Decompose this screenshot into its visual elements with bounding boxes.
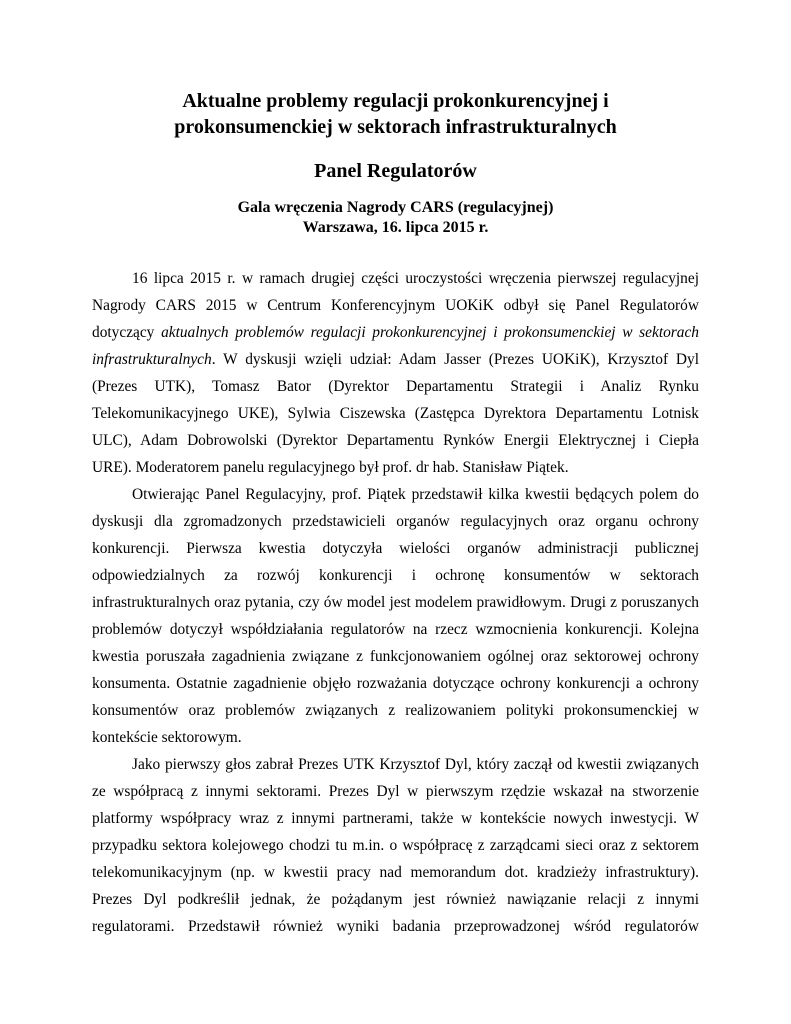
event-date: Warszawa, 16. lipca 2015 r.	[302, 219, 489, 236]
text-line	[92, 346, 699, 373]
document-title	[100, 88, 691, 140]
paragraph-1	[92, 265, 699, 481]
text-line: dyskusji dla zgromadzonych przedstawicieli organów regulacyjnych oraz organu ochrony	[92, 513, 699, 530]
text-line: platformy współpracy wraz z innymi partnerami, także w kontekście nowych inwestycji. W	[92, 810, 699, 827]
body-text	[92, 265, 699, 940]
text-line: konkurencji. Pierwsza kwestia dotyczyła wielości organów administracji publicznej	[92, 540, 699, 557]
text-line: odpowiedzialnych za rozwój konkurencji i ochronę konsumentów w sektorach	[92, 567, 699, 584]
text-line: problemów dotyczył współdziałania regulatorów na rzecz wzmocnienia konkurencji. Kolejna	[92, 621, 699, 638]
text-line: ULC), Adam Dobrowolski (Dyrektor Departamentu Rynków Energii Elektrycznej i Ciepła	[92, 432, 699, 449]
text-line: konsumenta. Ostatnie zagadnienie objęło rozważania dotyczące ochrony konkurencji a ochrony	[92, 675, 699, 692]
text-line: 16 lipca 2015 r. w ramach drugiej części uroczystości wręczenia pierwszej regulacyjnej	[132, 270, 699, 287]
italic-text: aktualnych problemów regulacji prokonkurencyjnej i prokonsumenckiej w sektorach	[161, 324, 699, 341]
text-line: konsumentów oraz problemów związanych z realizowaniem polityki prokonsumenckiej w	[92, 702, 699, 719]
title-line-1: Aktualne problemy regulacji prokonkurencyjnej i	[182, 90, 609, 112]
text-line: URE). Moderatorem panelu regulacyjnego był prof. dr hab. Stanisław Piątek.	[92, 459, 569, 476]
text-line: Prezes Dyl podkreślił jednak, że pożądanym jest również nawiązanie relacji z innymi	[92, 891, 699, 908]
title-line-2: prokonsumenckiej w sektorach infrastrukturalnych	[174, 116, 617, 138]
text-line: (Prezes UTK), Tomasz Bator (Dyrektor Departamentu Strategii i Analiz Rynku	[92, 378, 699, 395]
text-line: kontekście sektorowym.	[92, 729, 242, 746]
document-subtitle: Panel Regulatorów	[314, 160, 477, 182]
text-line: Telekomunikacyjnego UKE), Sylwia Ciszewska (Zastępca Dyrektora Departamentu Lotnisk	[92, 405, 699, 422]
text-line	[92, 319, 699, 346]
event-info	[100, 198, 691, 238]
text-line: ze współpracą z innymi sektorami. Prezes Dyl w pierwszym rzędzie wskazał na stworzenie	[92, 783, 699, 800]
text-line: przypadku sektora kolejowego chodzi tu m.in. o współpracę z zarządcami sieci oraz z sektorem	[92, 837, 699, 854]
text-line: regulatorami. Przedstawił również wyniki badania przeprowadzonej wśród regulatorów	[92, 918, 699, 935]
text-line: telekomunikacyjnym (np. w kwestii pracy nad memorandum dot. kradzieży infrastruktury).	[92, 864, 699, 881]
paragraph-2	[92, 481, 699, 751]
event-name: Gala wręczenia Nagrody CARS (regulacyjnej)	[237, 199, 554, 216]
paragraph-3	[92, 751, 699, 940]
text-run: dotyczący	[92, 324, 162, 341]
text-line: Nagrody CARS 2015 w Centrum Konferencyjnym UOKiK odbył się Panel Regulatorów	[92, 297, 699, 314]
text-line: kwestia poruszała zagadnienia związane z funkcjonowaniem ogólnej oraz sektorowej ochrony	[92, 648, 699, 665]
text-line: Otwierając Panel Regulacyjny, prof. Piątek przedstawił kilka kwestii będących polem do	[132, 486, 699, 503]
text-line: infrastrukturalnych oraz pytania, czy ów model jest modelem prawidłowym. Drugi z poruszanych	[92, 594, 699, 611]
text-run: . W dyskusji wzięli udział: Adam Jasser (Prezes UOKiK), Krzysztof Dyl	[211, 351, 699, 368]
italic-text: infrastrukturalnych	[92, 351, 212, 368]
text-line: Jako pierwszy głos zabrał Prezes UTK Krzysztof Dyl, który zaczął od kwestii związanych	[132, 756, 699, 773]
